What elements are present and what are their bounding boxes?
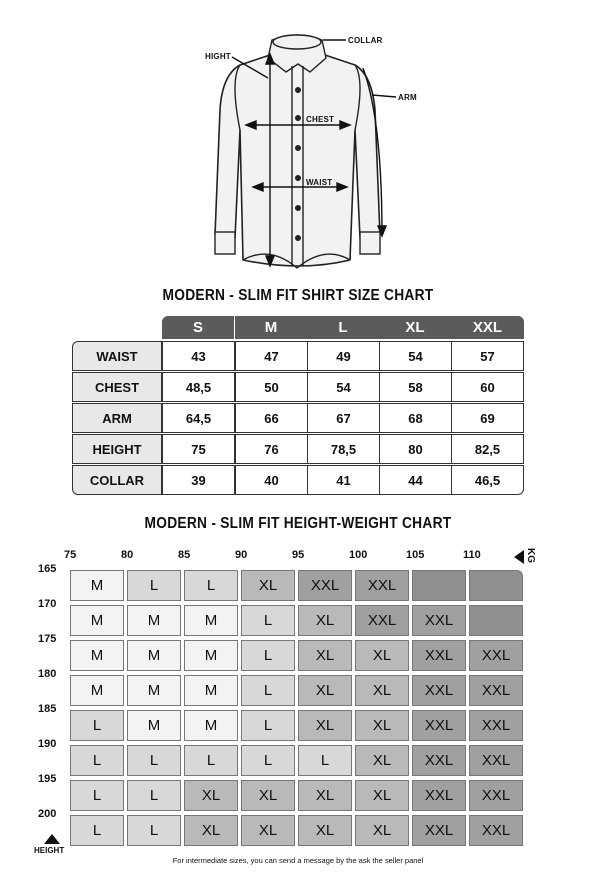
size-cell: 76: [235, 434, 308, 464]
size-row-label: CHEST: [72, 372, 162, 402]
hw-cell: XL: [241, 815, 295, 846]
weight-tick-label: 100: [349, 549, 368, 561]
collar-annotation: COLLAR: [348, 36, 383, 45]
hw-cell: M: [127, 640, 181, 671]
size-header-s: S: [162, 316, 235, 339]
hw-cell: M: [184, 675, 238, 706]
hw-cell: M: [127, 675, 181, 706]
hw-cell: XXL: [469, 780, 523, 811]
size-row-label: ARM: [72, 403, 162, 433]
hw-cell: L: [127, 570, 181, 601]
size-cell: 57: [451, 341, 524, 371]
size-row-label: WAIST: [72, 341, 162, 371]
hw-cell: XXL: [412, 745, 466, 776]
size-cell: 80: [379, 434, 452, 464]
hw-cell: XXL: [469, 815, 523, 846]
weight-tick-label: 90: [235, 549, 248, 561]
size-header-xxl: XXL: [451, 316, 524, 339]
size-cell: 75: [162, 434, 235, 464]
hw-cell: XXL: [469, 745, 523, 776]
height-tick-label: 185: [38, 703, 57, 715]
hw-cell: M: [127, 605, 181, 636]
weight-unit-label: KG: [525, 548, 536, 563]
size-cell: 40: [235, 465, 308, 495]
height-tick-label: 170: [38, 598, 57, 610]
size-cell: 54: [307, 372, 380, 402]
weight-tick-label: 105: [406, 549, 425, 561]
hw-cell: XL: [355, 675, 409, 706]
hw-cell: XL: [355, 780, 409, 811]
hw-cell: M: [70, 605, 124, 636]
hw-cell: M: [184, 640, 238, 671]
size-row-label: HEIGHT: [72, 434, 162, 464]
size-cell: 64,5: [162, 403, 235, 433]
hw-cell: XL: [241, 570, 295, 601]
hw-cell: L: [127, 780, 181, 811]
height-tick-label: 190: [38, 738, 57, 750]
hw-cell: XL: [298, 780, 352, 811]
size-cell: 82,5: [451, 434, 524, 464]
height-arrow-icon: [42, 832, 62, 846]
hw-cell: XL: [184, 815, 238, 846]
height-tick-label: 200: [38, 808, 57, 820]
chest-annotation: CHEST: [306, 115, 335, 124]
size-cell: 58: [379, 372, 452, 402]
height-tick-label: 165: [38, 563, 57, 575]
height-tick-label: 175: [38, 633, 57, 645]
height-unit-label: HEIGHT: [34, 846, 65, 855]
hw-cell: XXL: [355, 605, 409, 636]
hw-cell: M: [70, 640, 124, 671]
hw-cell: M: [184, 605, 238, 636]
size-header-l: L: [307, 316, 380, 339]
hw-cell: XL: [241, 780, 295, 811]
hw-cell: XL: [298, 815, 352, 846]
hw-cell: L: [127, 815, 181, 846]
hw-cell: XL: [184, 780, 238, 811]
hw-cell: XXL: [355, 570, 409, 601]
hw-cell: XL: [298, 640, 352, 671]
hw-cell: XL: [355, 815, 409, 846]
hw-cell: XXL: [412, 605, 466, 636]
arm-annotation: ARM: [398, 93, 417, 102]
size-cell: 46,5: [451, 465, 524, 495]
size-cell: 39: [162, 465, 235, 495]
hw-cell: L: [241, 710, 295, 741]
size-cell: 68: [379, 403, 452, 433]
footnote: For intermediate sizes, you can send a message by the ask the seller panel: [172, 856, 424, 865]
size-cell: 44: [379, 465, 452, 495]
hw-cell: XXL: [412, 640, 466, 671]
hw-cell: L: [70, 745, 124, 776]
size-cell: 67: [307, 403, 380, 433]
hw-cell: XL: [298, 675, 352, 706]
hw-cell: L: [241, 745, 295, 776]
size-cell: 54: [379, 341, 452, 371]
hw-cell: XXL: [412, 710, 466, 741]
size-cell: 49: [307, 341, 380, 371]
hw-cell: L: [241, 640, 295, 671]
weight-tick-label: 85: [178, 549, 191, 561]
hw-cell: XL: [355, 745, 409, 776]
hw-cell: [469, 605, 523, 636]
hw-cell: M: [70, 675, 124, 706]
height-tick-label: 195: [38, 773, 57, 785]
hw-cell: XL: [355, 640, 409, 671]
size-row-label: COLLAR: [72, 465, 162, 495]
hw-cell: XXL: [412, 675, 466, 706]
weight-tick-label: 75: [64, 549, 77, 561]
hw-cell: L: [70, 815, 124, 846]
hw-cell: XXL: [298, 570, 352, 601]
size-cell: 50: [235, 372, 308, 402]
hw-cell: L: [184, 745, 238, 776]
height-tick-label: 180: [38, 668, 57, 680]
hw-cell: M: [184, 710, 238, 741]
size-header-m: M: [235, 316, 308, 339]
size-chart-title: MODERN - SLIM FIT SHIRT SIZE CHART: [162, 287, 434, 304]
hw-cell: XL: [298, 710, 352, 741]
size-cell: 78,5: [307, 434, 380, 464]
size-header-xl: XL: [379, 316, 452, 339]
hw-cell: XL: [298, 605, 352, 636]
hw-cell: L: [127, 745, 181, 776]
hw-cell: [412, 570, 466, 601]
hw-cell: M: [127, 710, 181, 741]
size-cell: 43: [162, 341, 235, 371]
hight-annotation: HIGHT: [205, 52, 231, 61]
weight-tick-label: 80: [121, 549, 134, 561]
hw-cell: L: [241, 605, 295, 636]
hw-cell: M: [70, 570, 124, 601]
hw-cell: L: [184, 570, 238, 601]
size-cell: 48,5: [162, 372, 235, 402]
hw-cell: XXL: [469, 640, 523, 671]
hw-cell: XXL: [469, 675, 523, 706]
size-cell: 66: [235, 403, 308, 433]
hw-cell: L: [70, 780, 124, 811]
weight-tick-label: 110: [463, 549, 481, 561]
size-cell: 47: [235, 341, 308, 371]
hw-cell: L: [241, 675, 295, 706]
hw-chart-title: MODERN - SLIM FIT HEIGHT-WEIGHT CHART: [144, 515, 452, 532]
waist-annotation: WAIST: [306, 178, 333, 187]
hw-cell: L: [70, 710, 124, 741]
hw-cell: [469, 570, 523, 601]
hw-cell: L: [298, 745, 352, 776]
hw-cell: XXL: [412, 780, 466, 811]
size-cell: 41: [307, 465, 380, 495]
hw-cell: XXL: [469, 710, 523, 741]
hw-cell: XXL: [412, 815, 466, 846]
hw-cell: XL: [355, 710, 409, 741]
weight-tick-label: 95: [292, 549, 305, 561]
size-cell: 69: [451, 403, 524, 433]
size-cell: 60: [451, 372, 524, 402]
